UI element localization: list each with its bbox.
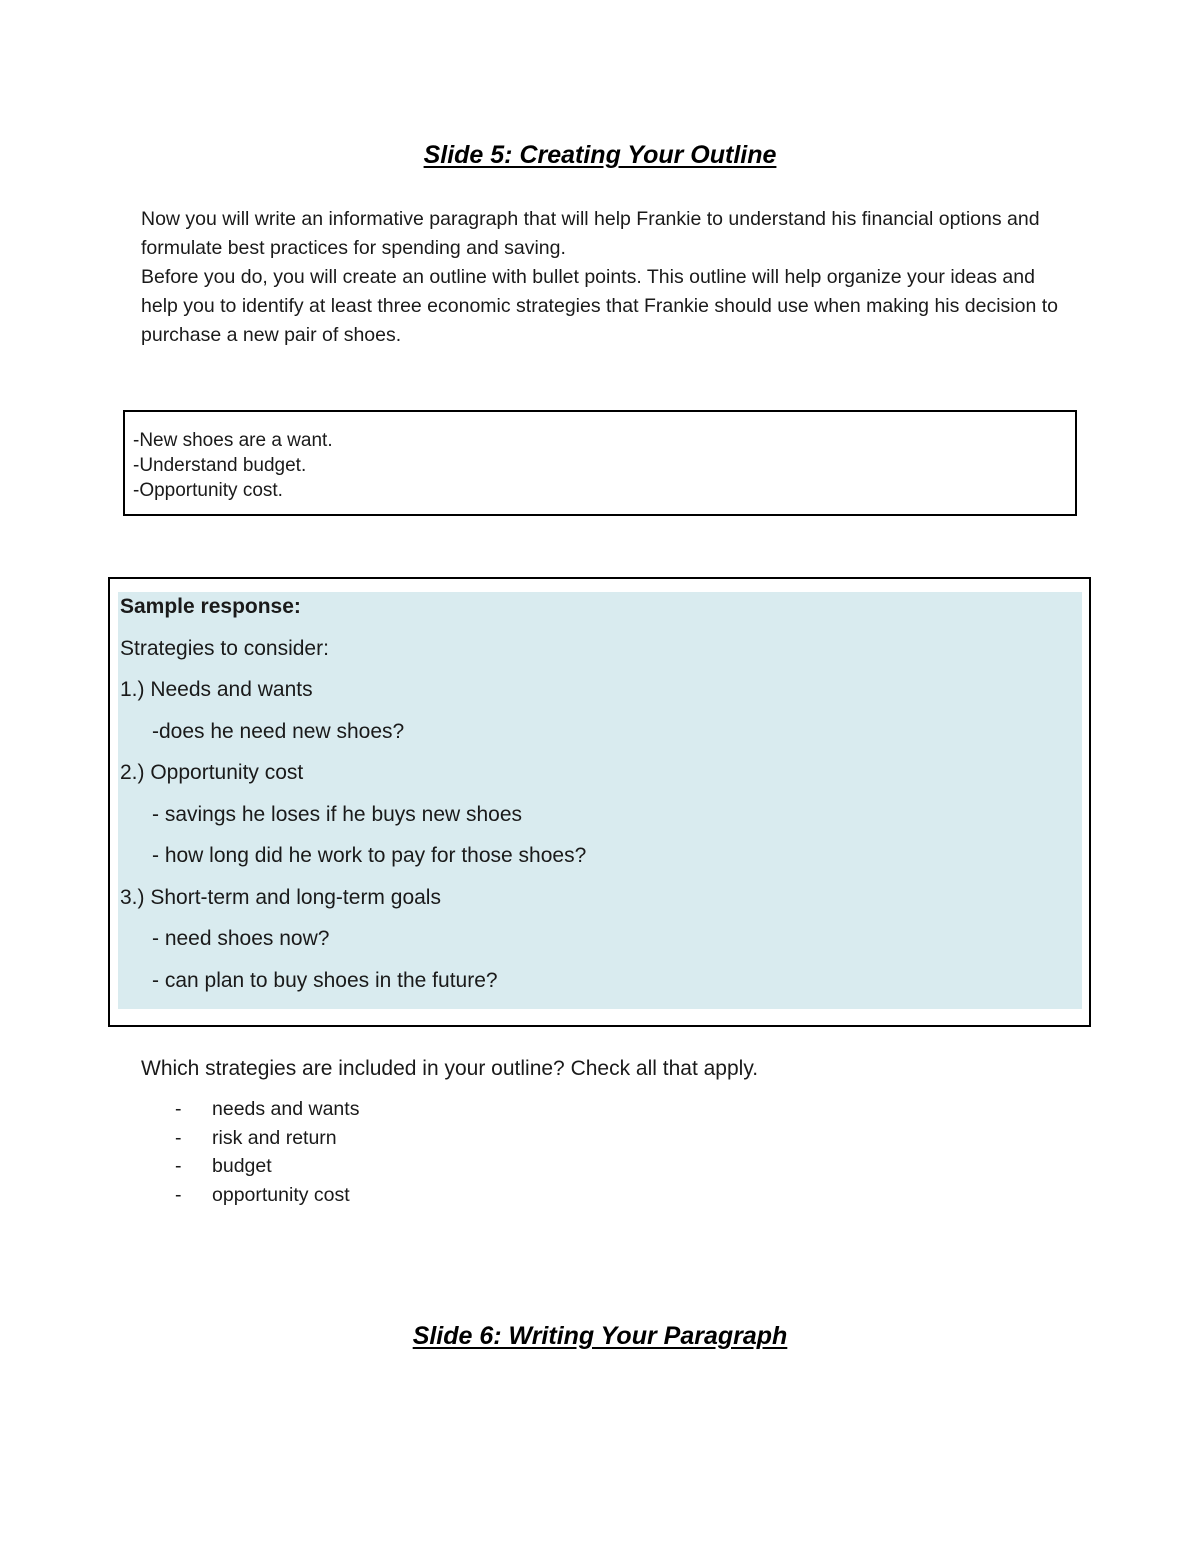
outline-item: -Opportunity cost. [133,480,283,501]
checklist-item-label: opportunity cost [212,1183,350,1206]
slide-6-title: Slide 6: Writing Your Paragraph [412,1322,788,1350]
checklist-question: Which strategies are included in your outline? Check all that apply. [141,1057,759,1080]
checklist-item-label: budget [212,1155,272,1177]
checklist-item[interactable] [175,1152,359,1181]
checklist-item[interactable] [175,1095,359,1124]
sample-line: 2.) Opportunity cost [120,761,304,784]
outline-response-box[interactable] [123,410,1077,516]
sample-line: - can plan to buy shoes in the future? [152,969,498,992]
checklist-item[interactable] [175,1181,359,1210]
sample-line: 1.) Needs and wants [120,678,313,701]
intro-text [141,205,1061,350]
dash-marker: - [175,1183,182,1206]
checklist-item-label: needs and wants [212,1098,360,1120]
strategy-checklist [175,1095,359,1209]
sample-line: - how long did he work to pay for those shoes? [152,844,587,867]
dash-marker: - [175,1155,182,1177]
sample-response-box [108,577,1091,1027]
sample-line: 3.) Short-term and long-term goals [120,886,441,909]
outline-item: -Understand budget. [133,455,307,476]
outline-item: -New shoes are a want. [133,430,333,451]
sample-line: -does he need new shoes? [152,720,405,743]
sample-line: Strategies to consider: [120,637,329,660]
checklist-item-label: risk and return [212,1126,337,1149]
slide-5-title: Slide 5: Creating Your Outline [423,141,777,169]
sample-line: - savings he loses if he buys new shoes [152,803,523,826]
dash-marker: - [175,1098,182,1120]
checklist-item[interactable] [175,1124,359,1153]
intro-paragraph: Now you will write an informative paragraph that will help Frankie to understand his financial options and formulate best practices for spending and saving. [141,208,1040,259]
sample-response-content [118,592,1082,1009]
outline-list [125,412,1075,503]
sample-line: - need shoes now? [152,927,330,950]
intro-paragraph: Before you do, you will create an outline with bullet points. This outline will help organize your ideas and help you to identify at least three economic strategies that Frankie should use when making his decision to purchase a new pair of shoes. [141,266,1059,346]
dash-marker: - [175,1126,182,1149]
sample-response-heading: Sample response: [120,595,301,618]
